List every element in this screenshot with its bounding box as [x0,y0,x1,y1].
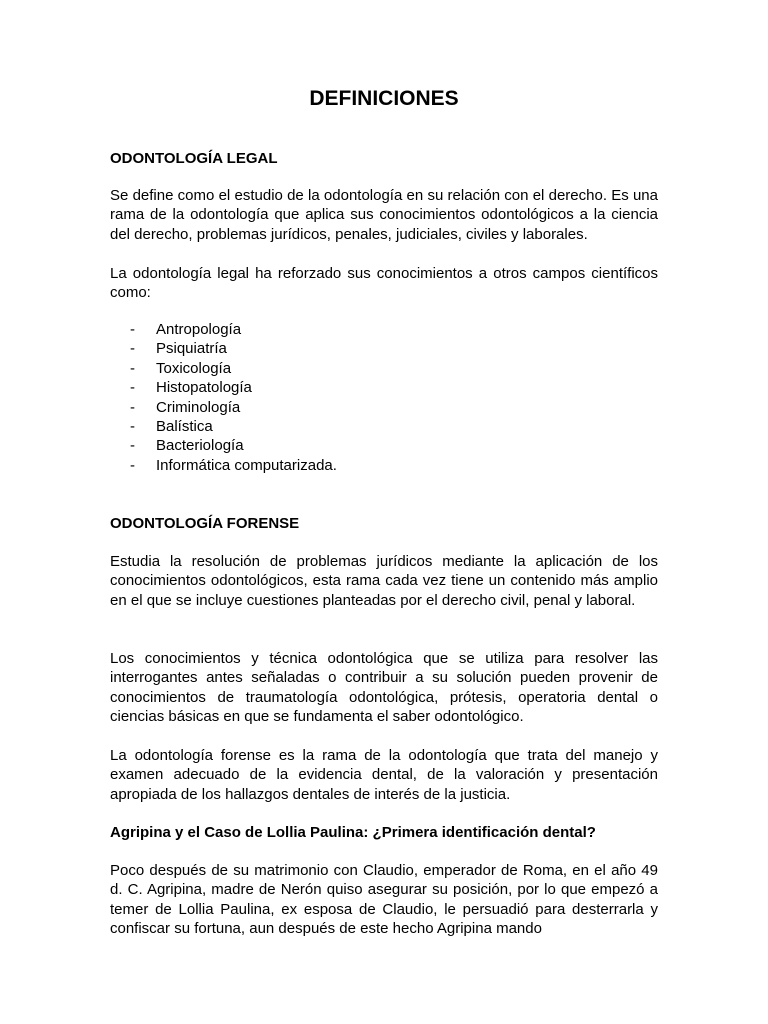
paragraph-forense-evidence: La odontología forense es la rama de la odontología que trata del manejo y examen adecuado de la evidencia dental, de la valoración y presentación apropiada de los hallazgos dentales de interés de la justicia. [110,747,658,803]
list-item: - Criminología [130,398,241,416]
paragraph-forense-definition: Estudia la resolución de problemas jurídicos mediante la aplicación de los conocimientos odontológicos, esta rama cada vez tiene un contenido más amplio en el que se incluye cuestiones planteadas por el derecho civil, penal y laboral. [110,553,658,609]
list-item: - Toxicología [130,359,232,377]
section-heading-odontologia-forense: ODONTOLOGÍA FORENSE [110,515,300,532]
list-item: - Antropología [130,321,242,338]
document-title: DEFINICIONES [309,87,459,110]
paragraph-legal-fields-intro: La odontología legal ha reforzado sus conocimientos a otros campos científicos como: [110,265,658,302]
list-item: - Psiquiatría [130,340,227,358]
scientific-fields-list [110,320,337,475]
list-item: - Balística [130,418,213,436]
list-dash: - [130,379,135,397]
list-item: - Informática computarizada. [130,456,337,474]
section-heading-agripina: Agripina y el Caso de Lollia Paulina: ¿Primera identificación dental? [110,824,596,841]
list-dash: - [130,340,135,358]
list-dash: - [130,321,135,338]
paragraph-legal-definition: Se define como el estudio de la odontología en su relación con el derecho. Es una rama de la odontología que aplica sus conocimientos odontológicos a la ciencia del derecho, problemas jurídicos, penales, judiciales, civiles y laborales. [110,187,658,243]
paragraph-agripina-story: Poco después de su matrimonio con Claudio, emperador de Roma, en el año 49 d. C. Agripina, madre de Nerón quiso asegurar su posición, por lo que empezó a temer de Lollia Paulina, ex esposa de Claudio, le persuadió para desterrarla y confiscar su fortuna, aun después de este hecho Agripina mando [110,862,658,938]
list-dash: - [130,437,135,455]
section-heading-odontologia-legal: ODONTOLOGÍA LEGAL [110,150,278,167]
paragraph-forense-knowledge: Los conocimientos y técnica odontológica que se utiliza para resolver las interrogantes antes señaladas o contribuir a su solución pueden provenir de conocimientos de traumatología odontológica, prótesis, operatoria dental o ciencias básicas en que se fundamenta el saber odontológico. [110,650,658,726]
list-dash: - [130,359,135,377]
list-dash: - [130,456,135,474]
list-item: - Bacteriología [130,437,244,455]
list-item: - Histopatología [130,379,252,397]
list-dash: - [130,398,135,416]
list-dash: - [130,418,135,436]
